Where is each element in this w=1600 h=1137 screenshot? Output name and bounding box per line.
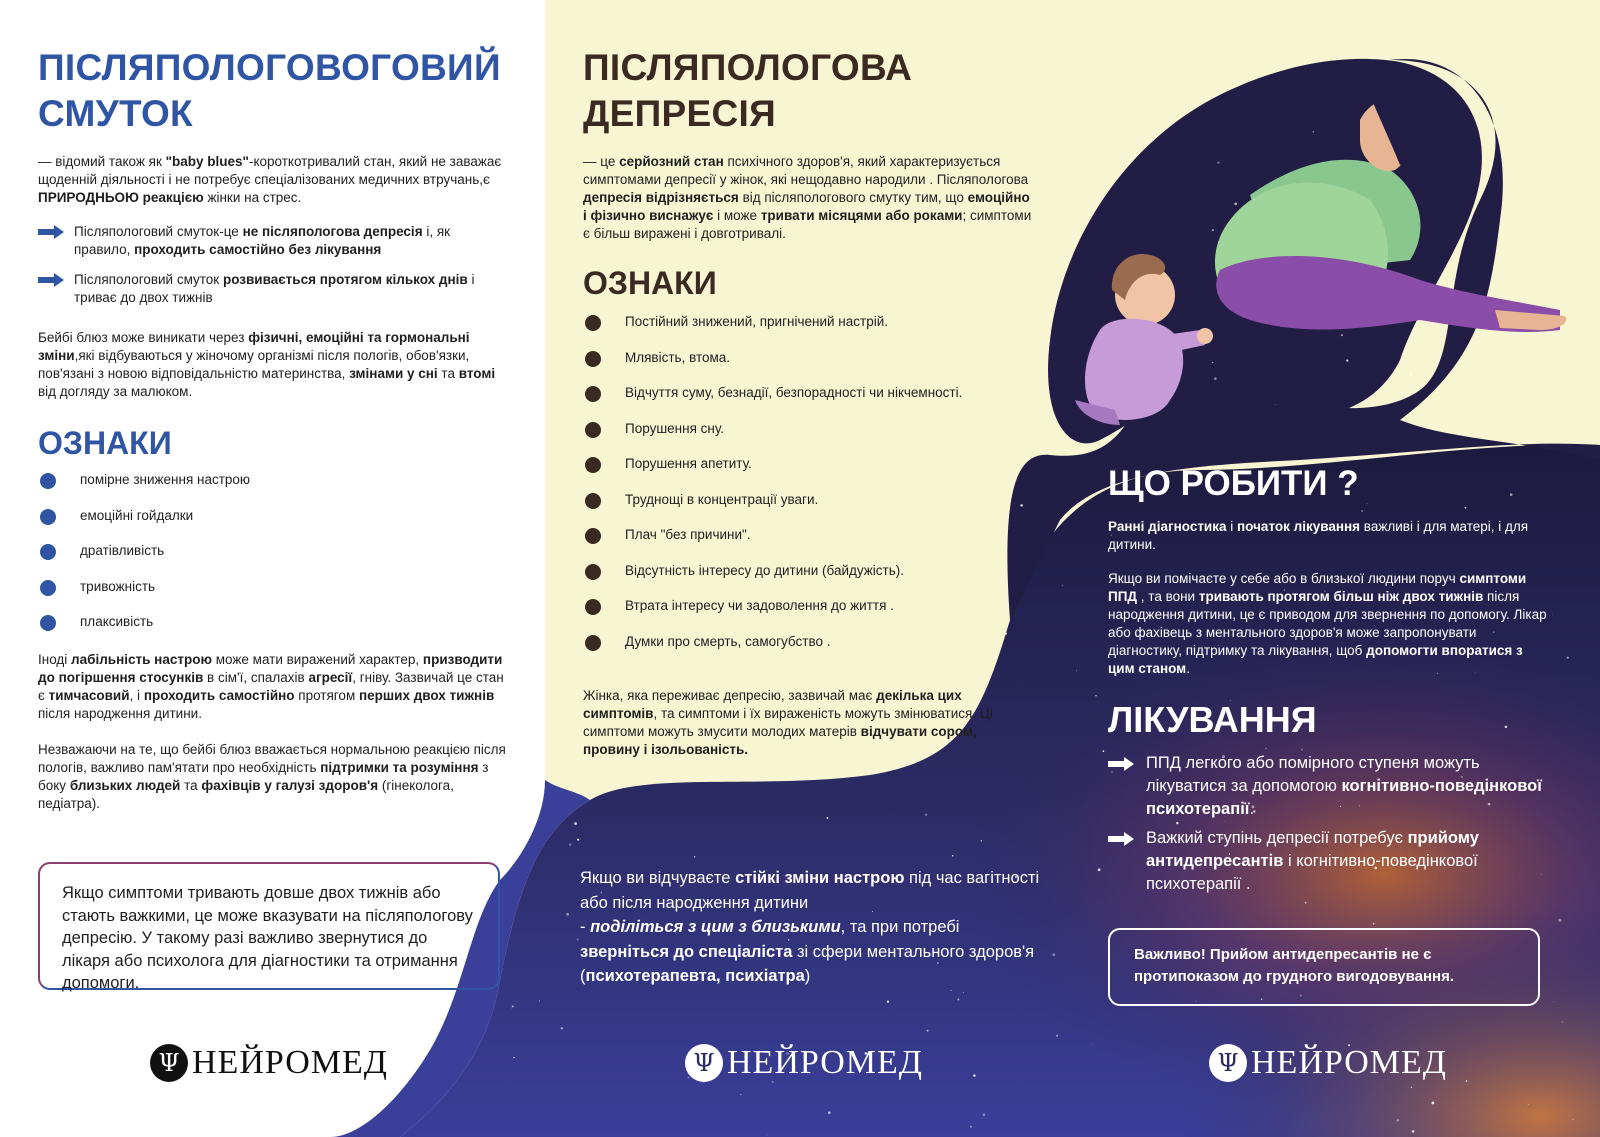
text-segment: .: [1186, 661, 1190, 676]
text-segment: і може: [713, 208, 761, 223]
text-segment: Післяпологовий смуток-це: [74, 224, 243, 239]
important-text: Важливо! Прийом антидепресантів не є протипоказом до грудного вигодовування.: [1134, 946, 1455, 985]
text-segment: агресії: [308, 670, 353, 685]
star-dot: [1076, 670, 1077, 671]
sign-item: Млявість, втома.: [625, 349, 731, 365]
star-dot: [952, 855, 953, 856]
brand-logo-middle: [685, 1044, 923, 1082]
left-lability: [38, 651, 508, 723]
star-dot: [1466, 1080, 1468, 1082]
left-signs-title: ОЗНАКИ: [38, 425, 172, 461]
star-dot: [1062, 585, 1063, 586]
left-callout-text: Якщо симптоми тривають довше двох тижнів або стають важкими, це може вказувати на післяпологову депресію. У такому разі важливо звернутися до лікаря або психолога для діагностики та отримання допомоги.: [62, 884, 473, 992]
text-segment: зі сфери ментального здоров'я (: [580, 942, 1035, 985]
text-segment: тривати місяцями або роками: [760, 208, 963, 223]
star-dot: [950, 990, 952, 992]
text-segment: — це: [583, 154, 620, 169]
middle-call-to-action: [580, 866, 1040, 989]
text-segment: ППД легкого або помірного ступеня можуть лікуватися за допомогою: [1146, 754, 1480, 795]
treatment-text-1: [1146, 752, 1548, 821]
arrow-right-icon: [1108, 832, 1134, 846]
text-segment: фізичні, емоційні та гормональні зміни: [38, 330, 470, 363]
star-dot: [1567, 657, 1569, 659]
what-to-do-p1: [1108, 518, 1548, 554]
sign-item: помірне зниження настрою: [80, 472, 251, 487]
text-segment: Іноді: [38, 652, 72, 667]
treatment-item-1: [1108, 752, 1548, 821]
text-segment: — відомий також як: [38, 154, 166, 169]
text-segment: , та при потребі: [840, 918, 960, 936]
text-segment: фахівців у галузі здоров'я: [201, 778, 379, 793]
left-support: [38, 741, 508, 813]
text-segment: , та вони: [1137, 589, 1199, 604]
arrow-right-icon: [1108, 757, 1134, 771]
bullet-dot-icon: [585, 564, 601, 580]
star-dot: [577, 839, 579, 841]
sign-item: Постійний знижений, пригнічений настрій.: [625, 314, 888, 329]
middle-panel: [583, 45, 1033, 759]
arrow-right-icon: [38, 225, 64, 239]
text-segment: після народження дитини, це є приводом для звернення по допомогу. Лікар або фахівець з ментального здоров'я може запропонувати діагностику, підтримку та лікування, щоб: [1108, 589, 1547, 658]
bullet-dot-icon: [40, 615, 56, 631]
treatment-text-2: [1146, 827, 1548, 896]
star-dot: [826, 817, 828, 819]
treatment-item-2: [1108, 827, 1548, 896]
text-segment: "baby blues": [165, 154, 249, 169]
star-dot: [1397, 1119, 1399, 1121]
psi-logo-icon: Ψ: [1209, 1044, 1247, 1082]
text-segment: Незважаючи на те, що бейбі блюз вважається нормальною реакцією після пологів, важливо пам'ятати про необхідність: [38, 742, 506, 775]
star-dot: [1214, 377, 1217, 380]
star-dot: [887, 1001, 889, 1003]
star-dot: [1275, 404, 1276, 405]
brand-name: НЕЙРОМЕД: [1251, 1044, 1447, 1081]
brand-name: НЕЙРОМЕД: [192, 1044, 388, 1081]
left-arrow-text-2: [74, 271, 508, 307]
left-signs-list: [38, 471, 508, 647]
star-dot: [1431, 1102, 1434, 1105]
bullet-dot-icon: [40, 473, 56, 489]
star-dot: [927, 1030, 929, 1032]
star-dot: [1528, 1104, 1529, 1105]
sign-item: Труднощі в концентрації уваги.: [625, 491, 819, 507]
text-segment: проходить самостійно без лікування: [134, 242, 382, 257]
text-segment: допомогти впоратися з цим станом: [1108, 643, 1523, 676]
sign-item: Втрата інтересу чи задоволення до життя .: [625, 598, 894, 613]
sign-item: Порушення апетиту.: [625, 456, 752, 471]
psi-logo-icon: Ψ: [685, 1044, 723, 1082]
star-dot: [1553, 1001, 1554, 1002]
star-dot: [1212, 362, 1213, 363]
bullet-dot-icon: [585, 351, 601, 367]
text-segment: Важкий ступінь депресії потребує: [1146, 829, 1408, 847]
star-dot: [539, 1000, 540, 1001]
star-dot: [1098, 868, 1101, 871]
bullet-dot-icon: [585, 422, 601, 438]
bullet-dot-icon: [585, 457, 601, 473]
star-dot: [1562, 1022, 1563, 1023]
text-segment: і когнітивно-поведінкової психотерапії .: [1146, 852, 1478, 893]
sign-item: дратівливість: [80, 543, 165, 558]
text-segment: призводити до погіршення стосунків: [38, 652, 503, 685]
sign-item: плаксивість: [80, 614, 154, 629]
right-important-box: [1108, 928, 1540, 1006]
text-segment: тривають протягом більш ніж двох тижнів: [1198, 589, 1484, 604]
text-segment: Якщо ви відчуваєте: [580, 869, 736, 887]
star-dot: [925, 814, 927, 816]
star-dot: [973, 1074, 975, 1076]
text-segment: Післяпологовий смуток: [74, 272, 223, 287]
text-segment: підтримки та розуміння: [320, 760, 479, 775]
star-dot: [1313, 131, 1315, 133]
left-title: [38, 45, 508, 137]
left-arrow-item-1: [38, 223, 508, 259]
text-segment: може мати виражений характер,: [211, 652, 423, 667]
text-segment: Жінка, яка переживає депресію, зазвичай має: [583, 688, 877, 703]
text-segment: з боку: [38, 760, 489, 793]
right-panel: [1108, 462, 1548, 896]
star-dot: [1411, 1087, 1413, 1089]
middle-intro: [583, 153, 1033, 243]
text-segment: декілька цих симптомів: [583, 688, 962, 721]
text-segment: ; симптоми є більш виражені і довготривалі.: [583, 208, 1032, 241]
text-segment: стійкі зміни настрою: [735, 869, 905, 887]
bullet-dot-icon: [585, 635, 601, 651]
text-segment: .: [1249, 800, 1255, 818]
text-segment: прийому антидепресантів: [1146, 829, 1479, 870]
what-to-do-p2: [1108, 570, 1548, 678]
arrow-right-icon: [38, 273, 64, 287]
text-segment: під час вагітності або після народження дитини -: [580, 869, 1040, 936]
text-segment: психічного здоров'я, який характеризується симптомами депресії у жінок, які нещодавно народили . Післяпологова: [583, 154, 1029, 187]
star-dot: [694, 856, 695, 857]
text-segment: серйозний стан: [619, 154, 724, 169]
text-segment: розвивається протягом кількох днів: [222, 272, 468, 287]
bullet-dot-icon: [585, 493, 601, 509]
text-segment: поділіться з цим з близькими: [590, 918, 841, 936]
left-title-line1: ПІСЛЯПОЛОГОВОГОВИЙ: [38, 47, 501, 88]
text-segment: (гінеколога, педіатра).: [38, 778, 454, 811]
star-dot: [574, 822, 577, 825]
psi-logo-icon: Ψ: [150, 1044, 188, 1082]
sign-item: Порушення сну.: [625, 420, 724, 436]
text-segment: і триває до двох тижнів: [74, 272, 475, 305]
text-segment: перших двох тижнів: [358, 688, 495, 703]
text-segment: відчувати сором, провину і ізольованість.: [583, 724, 977, 757]
sign-item: Плач "без причини".: [625, 527, 751, 542]
bullet-dot-icon: [40, 544, 56, 560]
text-segment: в сім'ї, спалахів: [203, 670, 309, 685]
text-segment: депресія відрізняється: [583, 190, 739, 205]
text-segment: ): [804, 967, 811, 985]
star-dot: [1095, 695, 1096, 696]
star-dot: [981, 840, 982, 841]
star-dot: [512, 1006, 514, 1008]
text-segment: ,які відбуваються у жіночому організмі після пологів, обов'язки, пов'язані з новою відповідальністю материнства,: [38, 348, 470, 381]
star-dot: [1412, 1130, 1415, 1133]
left-cause: [38, 329, 508, 401]
star-dot: [1341, 334, 1343, 336]
star-dot: [566, 913, 569, 916]
sign-item: Відсутність інтересу до дитини (байдужість).: [625, 562, 905, 578]
star-dot: [1552, 614, 1553, 615]
text-segment: після народження дитини.: [38, 706, 202, 721]
bullet-dot-icon: [585, 599, 601, 615]
star-dot: [1052, 953, 1055, 956]
star-dot: [1212, 229, 1214, 231]
middle-note: [583, 687, 1033, 759]
bullet-dot-icon: [585, 386, 601, 402]
text-segment: від догляду за малюком.: [38, 384, 193, 399]
text-segment: когнітивно-поведінкової психотерапії: [1146, 777, 1542, 818]
bullet-dot-icon: [585, 528, 601, 544]
text-segment: , та симптоми і їх вираженість можуть змінюватися. Ці симптоми можуть змусити молодих матерів: [583, 706, 993, 739]
star-dot: [1346, 359, 1348, 361]
text-segment: протягом: [294, 688, 359, 703]
text-segment: та: [437, 366, 459, 381]
star-dot: [1217, 161, 1219, 163]
text-segment: , і: [129, 688, 144, 703]
star-dot: [963, 992, 964, 993]
text-segment: початок лікування: [1237, 519, 1361, 534]
text-segment: Якщо ви помічаєте у себе або в близької людини поруч: [1108, 571, 1460, 586]
sign-item: Думки про смерть, самогубство .: [625, 633, 831, 649]
left-arrow-item-2: [38, 271, 508, 307]
left-title-line2: СМУТОК: [38, 93, 193, 134]
text-segment: Ранні діагностика: [1108, 519, 1227, 534]
text-segment: психотерапевта, психіатра: [585, 967, 805, 985]
star-dot: [957, 998, 959, 1000]
text-segment: та: [180, 778, 202, 793]
text-segment: симптоми ППД: [1108, 571, 1527, 604]
star-dot: [1373, 923, 1375, 925]
text-segment: -короткотривалий стан, який не заважає щоденній діяльності і не потребує спеціалізованих медичних втручань,є: [38, 154, 502, 187]
sign-item: тривожність: [80, 578, 156, 594]
text-segment: і, як правило,: [74, 224, 451, 257]
star-dot: [1305, 902, 1307, 904]
star-dot: [1410, 374, 1412, 376]
middle-signs-title: ОЗНАКИ: [583, 265, 717, 301]
text-segment: не післяпологова депресія: [242, 224, 423, 239]
left-panel: [38, 45, 508, 813]
middle-title-line1: ПІСЛЯПОЛОГОВА: [583, 47, 913, 88]
star-dot: [970, 1126, 972, 1128]
left-callout-box: [38, 862, 500, 990]
star-dot: [569, 843, 572, 846]
star-dot: [1103, 750, 1105, 752]
star-dot: [1558, 919, 1561, 922]
middle-signs-list: [583, 313, 1033, 681]
text-segment: тимчасовий: [48, 688, 130, 703]
star-dot: [1092, 1044, 1093, 1045]
text-segment: змінами у сні: [349, 366, 438, 381]
text-segment: Бейбі блюз може виникати через: [38, 330, 249, 345]
bullet-dot-icon: [40, 509, 56, 525]
star-dot: [561, 1027, 563, 1029]
brand-logo-right: [1209, 1044, 1447, 1082]
star-dot: [740, 1094, 742, 1096]
sign-item: Відчуття суму, безнадії, безпорадності чи нікчемності.: [625, 385, 963, 400]
left-intro: [38, 153, 508, 207]
middle-title-line2: ДЕПРЕСІЯ: [583, 93, 776, 134]
star-dot: [511, 1009, 512, 1010]
text-segment: втомі: [458, 366, 496, 381]
brand-name: НЕЙРОМЕД: [727, 1044, 923, 1081]
text-segment: жінки на стрес.: [203, 190, 302, 205]
bullet-dot-icon: [585, 315, 601, 331]
star-dot: [513, 1057, 514, 1058]
text-segment: важливі і для матері, і для дитини.: [1108, 519, 1529, 552]
text-segment: від післяпологового смутку тим, що: [738, 190, 968, 205]
left-arrow-text-1: [74, 223, 508, 259]
star-dot: [828, 1111, 831, 1114]
text-segment: зверніться до спеціаліста: [580, 942, 793, 961]
star-dot: [767, 1135, 768, 1136]
text-segment: ПРИРОДНЬОЮ реакцією: [38, 190, 204, 205]
what-to-do-title: ЩО РОБИТИ ?: [1108, 464, 1359, 503]
middle-title: [583, 45, 1033, 137]
star-dot: [577, 938, 579, 940]
star-dot: [1572, 1119, 1573, 1120]
text-segment: і: [1226, 519, 1238, 534]
star-dot: [982, 1113, 985, 1116]
sign-item: емоційні гойдалки: [80, 507, 194, 523]
text-segment: близьких людей: [69, 778, 181, 793]
star-dot: [1056, 1035, 1058, 1037]
bullet-dot-icon: [40, 580, 56, 596]
text-segment: лабільність настрою: [71, 652, 212, 667]
treatment-title: ЛІКУВАННЯ: [1108, 699, 1317, 740]
middle-call-text: [580, 866, 1040, 989]
text-segment: , гніву. Зазвичай це стан є: [38, 670, 504, 703]
star-dot: [1234, 203, 1237, 206]
text-segment: проходить самостійно: [143, 688, 295, 703]
text-segment: емоційно і фізично виснажує: [583, 190, 1030, 223]
brand-logo-left: [150, 1044, 388, 1082]
